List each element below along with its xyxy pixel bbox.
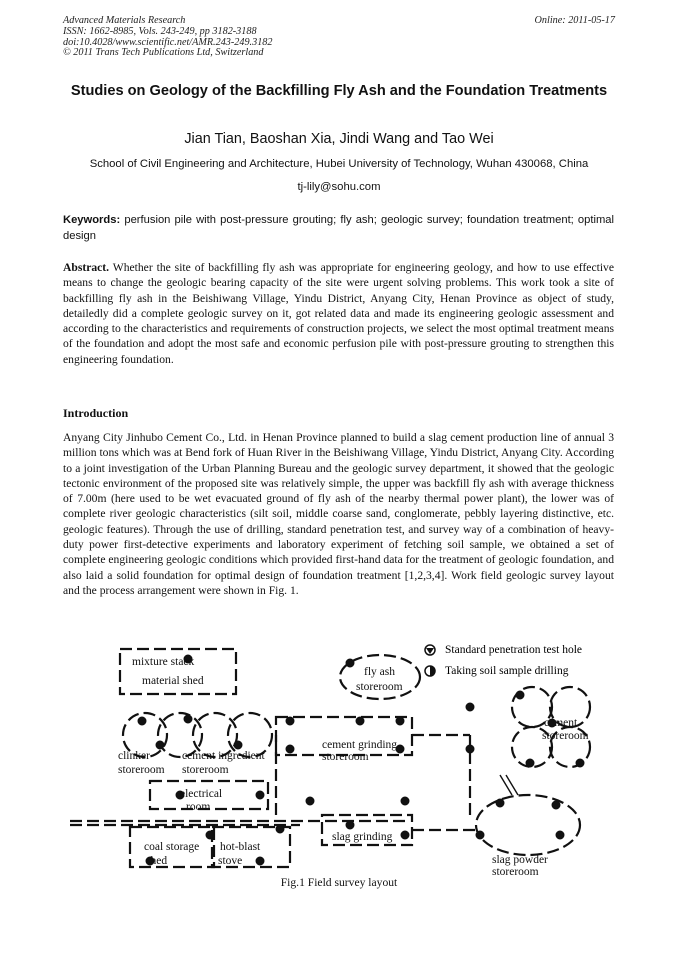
label-hot-blast-stove: stove (218, 855, 243, 867)
label-cement-storeroom: storeroom (542, 730, 589, 742)
label-clinker-storeroom: storeroom (118, 764, 165, 776)
label-electrical: electrical (180, 788, 223, 800)
abstract-label: Abstract. (63, 261, 110, 274)
paper-authors: Jian Tian, Baoshan Xia, Jindi Wang and Tao Wei (184, 131, 494, 147)
journal-doi: doi:10.4028/www.scientific.net/AMR.243-249.3182 (63, 36, 273, 48)
journal-copyright: © 2011 Trans Tech Publications Ltd, Switzerland (63, 47, 264, 59)
journal-name: Advanced Materials Research (63, 15, 186, 26)
paper-affiliation: School of Civil Engineering and Architecture, Hubei University of Technology, Wuhan 430068, China (89, 158, 589, 170)
label-fly-ash-storeroom: storeroom (356, 681, 403, 693)
field-survey-figure (60, 635, 620, 875)
label-slag-grinding: slag grinding (332, 831, 393, 843)
label-fly-ash: fly ash (364, 666, 395, 678)
label-coal-storage: coal storage (144, 841, 200, 853)
label-mixture-stack: mixture stack (132, 656, 195, 668)
label-clinker: clinker (118, 750, 150, 762)
keywords-text: perfusion pile with post-pressure grouting; fly ash; geologic survey; foundation treatment; optimal design (63, 214, 615, 242)
figure-caption: Fig.1 Field survey layout (280, 876, 398, 889)
slag-powder-outline (476, 795, 580, 855)
paper-title: Studies on Geology of the Backfilling Fly Ash and the Foundation Treatments (70, 83, 608, 99)
journal-issn: ISSN: 1662-8985, Vols. 243-249, pp 3182-3188 (63, 25, 257, 37)
keywords-label: Keywords: (63, 214, 121, 226)
legend-sample-label: Taking soil sample drilling (445, 665, 569, 677)
label-coal-shed: shed (146, 855, 168, 867)
label-cement-grinding-storeroom: storeroom (322, 751, 369, 763)
label-cement-ingredient: cement ingredient (182, 750, 265, 762)
section-heading-introduction: Introduction (63, 406, 129, 420)
label-cement-ingredient-storeroom: storeroom (182, 764, 229, 776)
label-cement-grinding: cement grinding (322, 739, 398, 751)
label-hot-blast: hot-blast (220, 841, 261, 853)
legend-sample-icon (425, 666, 435, 676)
journal-header (63, 16, 615, 59)
label-slag-powder-storeroom: storeroom (492, 866, 539, 875)
online-date: Online: 2011-05-17 (534, 15, 615, 26)
keywords-paragraph (63, 213, 614, 244)
field-survey-layout-diagram (60, 635, 620, 875)
introduction-paragraph: Anyang City Jinhubo Cement Co., Ltd. in Henan Province planned to build a slag cement production line of annual 3 million tons which was at Bend fork of Huan River in the Beishiwang Village, Yindu District, Anyang City. According to a joint investigation of the Urban Planning Bureau and the geologic survey department, it showed that the geologic tectonic environment of the proposed site was relatively simple, the upper was backfill fly ash with average thickness of 7.00m (here used to be wet evacuated ground of fly ash of the nearby thermal power plant), the lower was of complete river geologic characteristics (silt soil, middle coarse sand, conglomerate, pebbly layering distinctive, etc. geologic features). Through the use of drilling, standard penetration test, and survey way of a combination of heavy-duty power first-detective experiments and laboratory experiment of fetching soil sample, we obtained a set of complete engineering geologic conditions which provided first-hand data for the treatment of geologic foundation, and also laid a solid foundation for optimal design of foundation treatment [1,2,3,4]. Work field geologic survey layout and the process arrangement were shown in Fig. 1. (63, 431, 614, 597)
label-material-shed: material shed (142, 675, 204, 687)
abstract-text: Whether the site of backfilling fly ash was appropriate for engineering geology, and how to use effective means to change the geologic bearing capacity of the site were urgent solving problems. This work took a site of backfilling fly ash in the Beishiwang Village, Yindu District, Anyang City, Henan Province as object of study, detailedly did a complete geologic survey on it, got related data and made its engineering geologic assessment and according to the characteristics and requirements of construction projects, we select the most optimal treatment means of the foundation and adopt the most safe and economic perfusion pile with post-pressure grouting to strengthen this engineering foundation. (63, 261, 614, 366)
label-cement: cement (544, 717, 578, 729)
legend-spt-icon (425, 645, 435, 655)
legend-spt-label: Standard penetration test hole (445, 644, 583, 656)
author-email: tj-lily@sohu.com (297, 181, 381, 193)
label-electrical-room: room (186, 801, 211, 813)
abstract-paragraph (63, 260, 614, 367)
label-slag-powder: slag powder (492, 854, 548, 866)
